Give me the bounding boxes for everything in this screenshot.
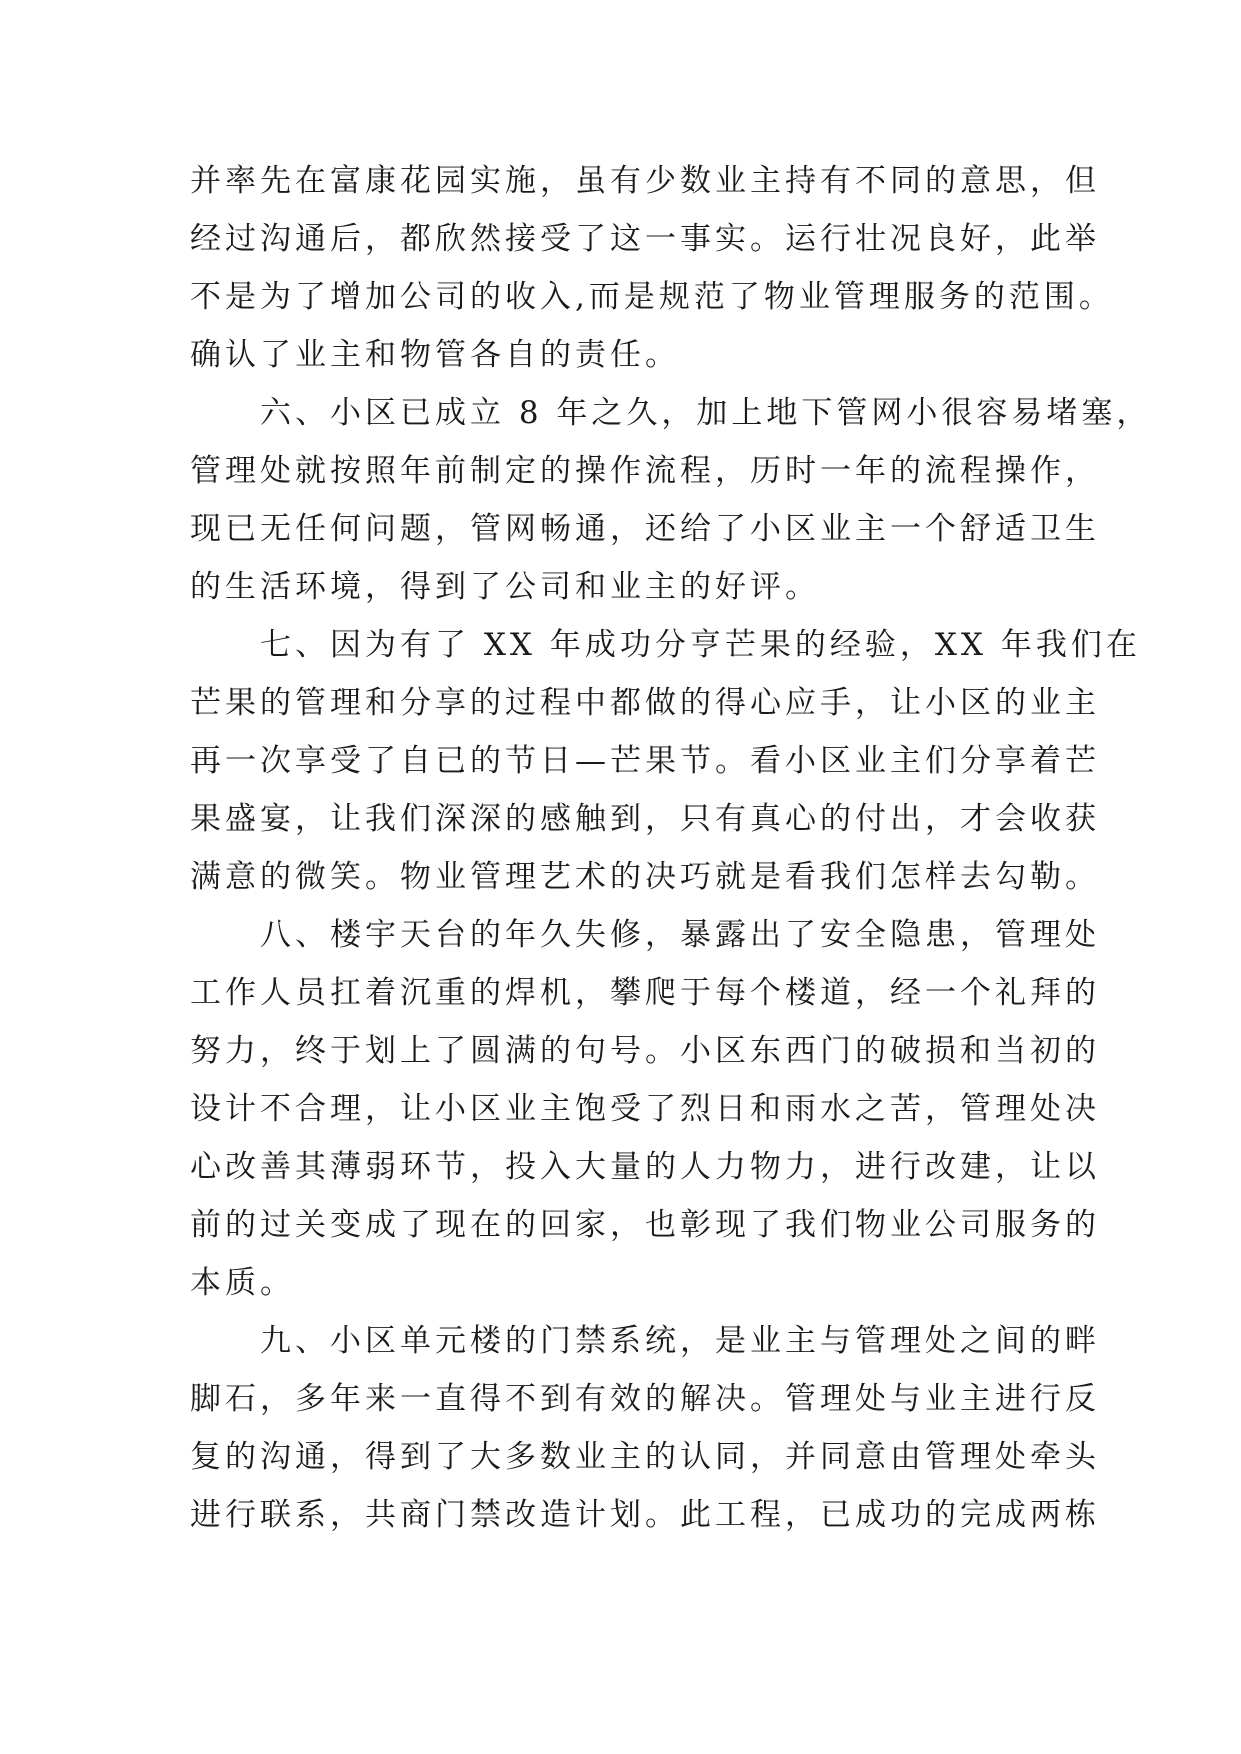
text-line: 脚石，多年来一直得不到有效的解决。管理处与业主进行反 <box>190 1381 1100 1417</box>
text-line: 工作人员扛着沉重的焊机，攀爬于每个楼道，经一个礼拜的 <box>190 975 1100 1011</box>
text-line: 努力，终于划上了圆满的句号。小区东西门的破损和当初的 <box>190 1033 1100 1069</box>
text-line: 前的过关变成了现在的回家，也彰现了我们物业公司服务的 <box>190 1207 1100 1243</box>
text-line: 进行联系，共商门禁改造计划。此工程，已成功的完成两栋 <box>190 1497 1100 1533</box>
text-line: 确认了业主和物管各自的责任。 <box>190 337 680 373</box>
text-line: 本质。 <box>190 1265 295 1301</box>
text-line: 不是为了增加公司的收入,而是规范了物业管理服务的范围。 <box>190 279 1114 315</box>
text-line: 并率先在富康花园实施，虽有少数业主持有不同的意思，但 <box>190 163 1100 199</box>
paragraph-start-line: 九、小区单元楼的门禁系统，是业主与管理处之间的畔 <box>260 1323 1100 1359</box>
text-line: 的生活环境，得到了公司和业主的好评。 <box>190 569 820 605</box>
text-line: 现已无任何问题，管网畅通，还给了小区业主一个舒适卫生 <box>190 511 1100 547</box>
text-line: 心改善其薄弱环节，投入大量的人力物力，进行改建，让以 <box>190 1149 1100 1185</box>
paragraph-start-line: 七、因为有了 XX 年成功分亨芒果的经验，XX 年我们在 <box>260 627 1141 663</box>
text-line: 设计不合理，让小区业主饱受了烈日和雨水之苦，管理处决 <box>190 1091 1100 1127</box>
text-line: 经过沟通后，都欣然接受了这一事实。运行壮况良好，此举 <box>190 221 1100 257</box>
text-line: 果盛宴，让我们深深的感触到，只有真心的付出，才会收获 <box>190 801 1100 837</box>
document-body <box>190 152 1152 1544</box>
text-line: 再一次享受了自已的节日—芒果节。看小区业主们分享着芒 <box>190 743 1100 779</box>
text-line: 满意的微笑。物业管理艺术的决巧就是看我们怎样去勾勒。 <box>190 859 1100 895</box>
paragraph-start-line: 八、楼宇天台的年久失修，暴露出了安全隐患，管理处 <box>260 917 1100 953</box>
paragraph-start-line: 六、小区已成立 8 年之久，加上地下管网小很容易堵塞， <box>260 395 1152 431</box>
text-line: 芒果的管理和分享的过程中都做的得心应手，让小区的业主 <box>190 685 1100 721</box>
text-line: 管理处就按照年前制定的操作流程，历时一年的流程操作， <box>190 453 1100 489</box>
text-line: 复的沟通，得到了大多数业主的认同，并同意由管理处牵头 <box>190 1439 1100 1475</box>
